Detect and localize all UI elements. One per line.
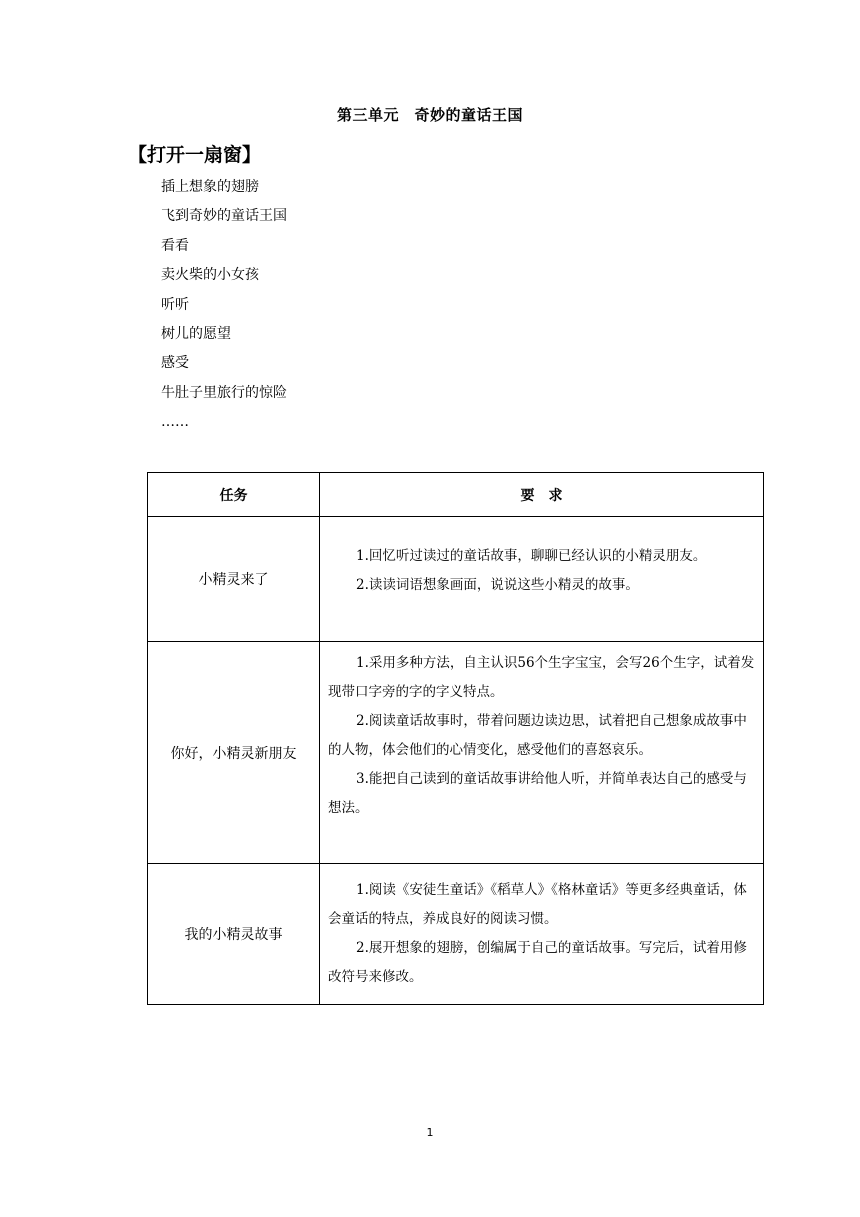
requirement-item: 1.回忆听过读过的童话故事，聊聊已经认识的小精灵朋友。 xyxy=(356,548,707,564)
poem-line: 牛肚子里旅行的惊险 xyxy=(161,384,287,401)
table-row xyxy=(148,517,764,642)
table-row xyxy=(148,642,764,864)
page-title: 第三单元 奇妙的童话王国 xyxy=(336,106,523,124)
requirement-item: 2.展开想象的翅膀，创编属于自己的童话故事。写完后，试着用修改符号来修改。 xyxy=(328,940,747,985)
poem-line: 感受 xyxy=(161,355,189,372)
page-number: 1 xyxy=(426,1126,434,1139)
poem-line: 插上想象的翅膀 xyxy=(161,179,259,195)
task-cell: 我的小精灵故事 xyxy=(148,864,320,1005)
table-row xyxy=(148,864,764,1005)
poem-line: 听听 xyxy=(161,296,189,313)
poem-line: 看看 xyxy=(161,237,189,254)
requirement-item: 3.能把自己读到的童话故事讲给他人听，并简单表达自己的感受与想法。 xyxy=(328,771,747,816)
task-table xyxy=(147,472,764,1005)
poem-line: 树儿的愿望 xyxy=(161,325,231,342)
poem-line: 飞到奇妙的童话王国 xyxy=(161,208,287,225)
poem xyxy=(161,177,287,442)
section-heading: 【打开一扇窗】 xyxy=(128,144,262,166)
header-requirements: 要 求 xyxy=(320,473,764,517)
poem-line: 卖火柴的小女孩 xyxy=(161,267,259,284)
poem-ellipsis: …… xyxy=(161,414,189,431)
requirement-item: 2.读读词语想象画面，说说这些小精灵的故事。 xyxy=(356,577,639,593)
requirement-item: 1.阅读《安徒生童话》《稻草人》《格林童话》等更多经典童话，体会童话的特点，养成良好的阅读习惯。 xyxy=(328,882,747,927)
table-header-row xyxy=(148,473,764,517)
task-cell: 你好，小精灵新朋友 xyxy=(148,642,320,864)
header-task: 任务 xyxy=(148,473,320,517)
requirements-cell xyxy=(320,642,764,864)
requirements-cell xyxy=(320,517,764,642)
requirement-item: 2.阅读童话故事时，带着问题边读边思，试着把自己想象成故事中的人物，体会他们的心情变化，感受他们的喜怒哀乐。 xyxy=(328,713,747,758)
requirement-item: 1.采用多种方法，自主认识56个生字宝宝，会写26个生字，试着发现带口字旁的字的字义特点。 xyxy=(328,655,755,700)
task-cell: 小精灵来了 xyxy=(148,517,320,642)
requirements-cell xyxy=(320,864,764,1005)
